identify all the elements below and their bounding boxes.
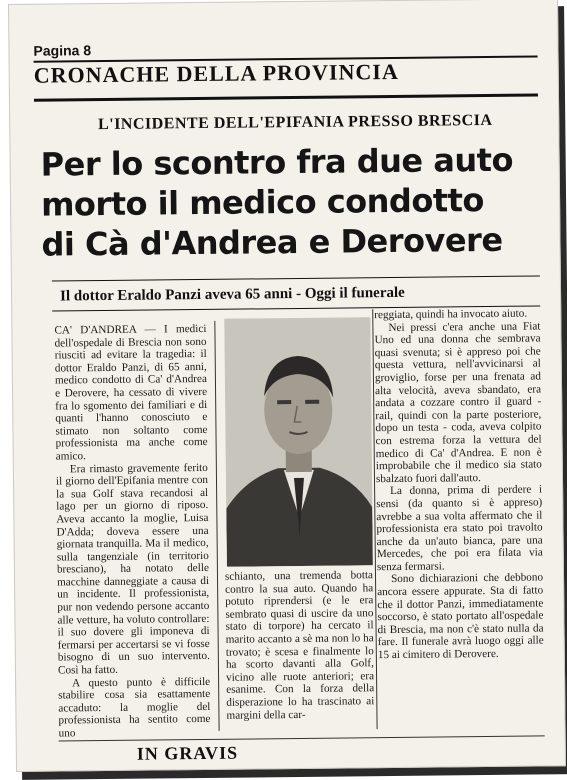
article-column-3: [374, 307, 544, 739]
column-divider: [214, 321, 219, 731]
article-subhead: Il dottor Eraldo Panzi aveva 65 anni - Oggi il funerale: [59, 284, 405, 305]
headline-line: morto il medico condotto: [40, 181, 485, 224]
portrait-photo: [224, 317, 373, 567]
article-column-2: [224, 569, 375, 722]
paragraph: reggiata, quindi ha invocato aiuto.: [374, 307, 528, 322]
headline-line: di Cà d'Andrea e Derovere: [41, 220, 503, 264]
paragraph: Era rimasto gravemente ferito il giorno dell'Epifania mentre con la sua Golf stava recandosi al lago per un giorno di riposo. Aveva accanto la moglie, Luisa D'Adda; doveva essere una giornata tranquilla. Ma il medico, sulla tangenziale (in territorio bresciano), ha notato delle macchine danneggiate a causa di un incidente. Il professionista, pur non vedendo persone accanto alle vetture, ha voluto controllare: il suo dovere gli imponeva di fermarsi per accertarsi se vi fosse bisogno di un suo intervento. Così ha fatto.: [55, 461, 210, 677]
paragraph: Sono dichiarazioni che debbono ancora essere appurate. Sta di fatto che il dottor Panzi, immediatamente soccorso, è stato portato all'ospedale di Brescia, ma non c'è stato nulla da fare. Il funerale avrà luogo oggi alle 15 ai cimitero di Derovere.: [377, 571, 544, 662]
paragraph: CA' D'ANDREA — I medici dell'ospedale di Brescia non sono riusciti ad evitare la tragedia: il dottor Eraldo Panzi, di 65 anni, medico condotto di Ca' d'Andrea e Derovere, ha cessato di vivere fra lo sgomento dei familiari e di quanti l'hanno conosciuto e stimato non soltanto come professionista ma anche come amico.: [54, 322, 208, 463]
paragraph: Nei pressi c'era anche una Fiat Uno ed una donna che sembrava quasi svenuta; si è appreso poi che questa vettura, nell'avvicinarsi al groviglio, forse per una frenata ad alta velocità, aveva sbandato, era andata a cozzare contro il guard - rail, quindi con la parte posteriore, dopo un testa - coda, aveva colpito con estrema forza la vettura del medico di Ca' d'Andrea. E non è improbabile che il medico sia stato sbalzato fuori dall'auto.: [374, 320, 542, 485]
next-article-title: IN GRAVIS: [136, 742, 239, 764]
article-headline: [40, 139, 537, 264]
article-column-1: [54, 322, 211, 740]
headline-line: Per lo scontro fra due auto: [40, 140, 514, 184]
paragraph: A questo punto è difficile stabilire cosa sia esattamente accaduto: la moglie del professionista ha sentito come uno: [58, 675, 211, 740]
paragraph: La donna, prima di perdere i sensi (da quanto si è appreso) avrebbe a sua volta affermato che il professionista era stato poi travolto anche da un'auto bianca, pare una Mercedes, che poi era filata via senza fermarsi.: [376, 483, 543, 574]
section-rule: [34, 93, 538, 101]
page-number: Pagina 8: [33, 42, 92, 59]
paragraph: schianto, una tremenda botta contro la sua auto. Quando ha potuto riprendersi (e le era sembrato quasi di uscire da uno stato di torpore) ha cercato il marito accanto a sè ma non lo ha trovato; è scesa e finalmente lo ha scorto davanti alla Golf, vicino alle ruote anteriori; era esanime. Con la forza della disperazione lo ha trascinato ai margini della car-: [224, 569, 375, 722]
portrait-image: [224, 317, 373, 567]
newspaper-clipping: [8, 0, 566, 772]
article-kicker: L'INCIDENTE DELL'EPIFANIA PRESSO BRESCIA: [97, 111, 493, 134]
subhead-rule-top: [52, 275, 540, 281]
section-title: CRONACHE DELLA PROVINCIA: [33, 58, 399, 88]
